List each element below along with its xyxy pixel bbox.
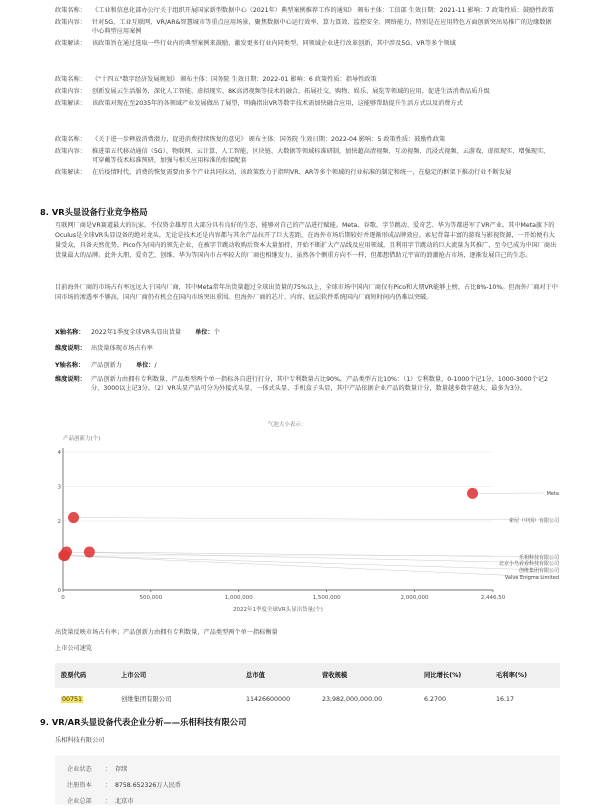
y-dimension-description: 维度说明： 产品创新力由拥有专利数量、产品类型两个单一指标各自进行打分，其中专利数量占比90%，产品类型占比10%：（1）专利数量，0-1000个记1分，1000-3000个记2分，3000以上记3分。（2）VR头显产品可分为外接式头显、一体式头显、手机盒子头显，其中产品依据企业产品的数量计分，数量越多数字越大，最多为3分。 [55, 376, 560, 394]
policy-row: 政策解读： 该政策对现在至2035年的各领域产业发展做出了展望，明确指出VR等数字技术需加快融合应用，这能够帮助提升生活方式以及消费方式 [55, 100, 555, 109]
bubble-chart [55, 418, 560, 623]
y-axis-dimension: Y轴名称： 产品创新力 单位： / [55, 362, 560, 371]
chart-note: 出货量反映市场占有率；产品创新力由拥有专利数量，产品类型两个单一指标衡量 [55, 629, 278, 638]
data-point [58, 550, 69, 561]
data-point [467, 488, 478, 499]
policy-row: 政策内容： 创新发展云生活服务，深化人工智能、虚拟现实、8K高清视频等技术的融合，拓展社交、购物、娱乐、展览等领域的应用，促进生活消费品质升级 [55, 88, 555, 97]
policy-row: 政策名称： 《"十四五"数字经济发展规划》 颁布主体：国务院 生效日期：2022-01 影响：6 政策性质：指导性政策 [55, 76, 555, 85]
y-axis-label: 产品创新力(个) [63, 434, 100, 442]
section-8-paragraph-2: 目前海外厂商的市场占有率远远大于国内厂商，其中Meta常年出货量超过全球出货量的75%以上，全球市场中国内厂商仅有Pico和大朋VR能够上榜，占比8%-10%。但海外厂商对于中国市场的渗透率不够高，国内厂商仍有机会在国内市场突出重围。但海外厂商的芯片、内容、底层软件系统国内厂商短时间内仍难以突破。 [55, 283, 560, 303]
x-tick-label: 1,000,000 [225, 595, 253, 601]
cell-gross-margin: 16.17 [490, 688, 560, 712]
chart-svg [55, 418, 560, 623]
policy-row: 政策内容： 针对5G、工业互联网、VR/AR&智慧城市等重点应用场景，聚焦数据中心运行效率、算力算效、监控安全、网络能力，特别是在应用特色方面创新突出易推广的边缘数据中心典型应用案例 [55, 19, 555, 37]
point-label: 北京小鸟看看科技有限公司 [499, 560, 559, 567]
company-name: 乐相科技有限公司 [55, 737, 105, 746]
x-dimension-description: 维度说明： 出货量体现市场占有率 [55, 345, 560, 354]
header-company: 上市公司 [115, 663, 240, 688]
point-label: 乐相科技有限公司 [519, 554, 559, 561]
header-stock-code: 股票代码 [55, 663, 115, 688]
point-label: 创维集团有限公司 [519, 567, 559, 574]
cell-market-cap: 11426600000 [240, 688, 316, 712]
cell-yoy-growth: 6.2700 [418, 688, 490, 712]
info-row: 企业状态 ： 存续 [67, 762, 548, 778]
policy-block-1 [55, 7, 555, 52]
chart-title: 气泡大小表示： [268, 420, 307, 428]
x-tick-label: 2,446,50 [481, 595, 506, 601]
y-tick-label: 4 [58, 450, 62, 456]
table-header-row [55, 663, 560, 688]
cell-company: 创维集团有限公司 [115, 688, 240, 712]
listed-companies-table [55, 663, 560, 712]
x-tick-label: 1,500,000 [313, 595, 341, 601]
point-leader-line [64, 556, 545, 578]
policy-row: 政策内容： 推进第五代移动通信（5G）、物联网、云计算、人工智能、区块链、大数据等领域标准研制，加快超高清视频、互动视频、沉浸式视频、云游戏、虚拟现实、增强现实、可穿戴等技术标准预研，加强与相关应用标准的衔接配套 [55, 148, 555, 166]
header-gross-margin: 毛利率(%) [490, 663, 560, 688]
point-leader-line [89, 552, 545, 557]
policy-block-3 [55, 136, 555, 181]
cell-stock-code[interactable]: 00751 [55, 688, 115, 712]
point-label: Meta [547, 491, 559, 497]
x-axis-label: 2022年1季度全球VR头显出货量(个) [233, 605, 323, 613]
section-8-paragraph-1: 互联网厂商是VR赛道最大的玩家，不仅资金雄厚且大部分具有良好的生态，能够对自己的产品进行赋能。Meta、谷歌、字节跳动、爱奇艺、华为等都进军了VR产业。其中Meta旗下的Oculus是全球VR头显设备的绝对龙头，无论是技术还是内容都与其余产品拉开了巨大差距，在海外市场后期较好并逐渐形成品牌效应。索尼背靠丰富的游戏与影视资源，一开始便有大量受众，具备天然优势。Pico作为国内的领先企业，在被字节跳动收购后资本大量加持，开始不断扩大产品线及应用领域，且利用字节跳动的巨大流量为其推广，至今已成为中国厂商出货量最大的品牌。此外大朋、爱奇艺、创维、华为等国内市占率较大的厂商也相继发力，虽然各个侧重方向不一样，但都想借助元宇宙的浪潮抢占市场，逐渐发展自己的生态。 [55, 221, 560, 261]
point-label: Valve Enigma Limited [505, 575, 559, 581]
x-axis-dimension: X轴名称： 2022年1季度全球VR头显出货量 单位： 个 [55, 329, 560, 338]
point-leader-line [74, 518, 545, 520]
policy-row: 政策名称： 《关于进一步释放消费潜力，促进消费持续恢复的意见》 颁布主体：国务院 生效日期：2022-04 影响：5 政策性质：鼓励性政策 [55, 136, 555, 145]
info-row: 企业总部 ： 北京市 [67, 794, 548, 810]
cell-revenue: 23,982,000,000.00 [316, 688, 418, 712]
policy-row: 政策解读： 在后疫情时代，消费的恢复需要由多个产业共同拉动，该政策致力于指明VR、AR等多个领域的行业标准的制定和统一，在稳定的框架下推动行业不断发展 [55, 169, 555, 178]
x-tick-label: 0 [61, 595, 65, 601]
x-tick-label: 500,000 [140, 595, 163, 601]
point-label: 索尼（中国）有限公司 [509, 517, 559, 524]
x-tick-label: 2,000,000 [401, 595, 429, 601]
listed-companies-heading: 上市公司速览 [55, 645, 92, 654]
section-8-title: 8. VR头显设备行业竞争格局 [40, 206, 148, 218]
header-yoy-growth: 同比增长(%) [418, 663, 490, 688]
y-tick-label: 3 [58, 485, 62, 491]
policy-row: 政策解读： 该政策旨在通过选取一些行业内的典型案例来鼓励、激发更多行业内同类型、同领域企业进行改革创新，其中涉及5G、VR等多个领域 [55, 40, 555, 49]
header-market-cap: 总市值 [240, 663, 316, 688]
header-revenue: 营收规模 [316, 663, 418, 688]
data-point [84, 547, 95, 558]
y-tick-label: 0 [58, 588, 62, 594]
company-info-box [55, 755, 560, 805]
policy-row: 政策名称： 《工业和信息化部办公厅关于组织开展国家新型数据中心（2021年）典型案例推荐工作的通知》 颁布主体：工信部 生效日期：2021-11 影响：7 政策性质：鼓励性政策 [55, 7, 555, 16]
info-row: 注册资本 ： 8758.652326万人民币 [67, 778, 548, 794]
table-row [55, 688, 560, 712]
section-9-title: 9. VR/AR头显设备代表企业分析——乐相科技有限公司 [40, 716, 246, 728]
data-point [68, 512, 79, 523]
y-tick-label: 2 [58, 519, 62, 525]
policy-block-2 [55, 76, 555, 112]
